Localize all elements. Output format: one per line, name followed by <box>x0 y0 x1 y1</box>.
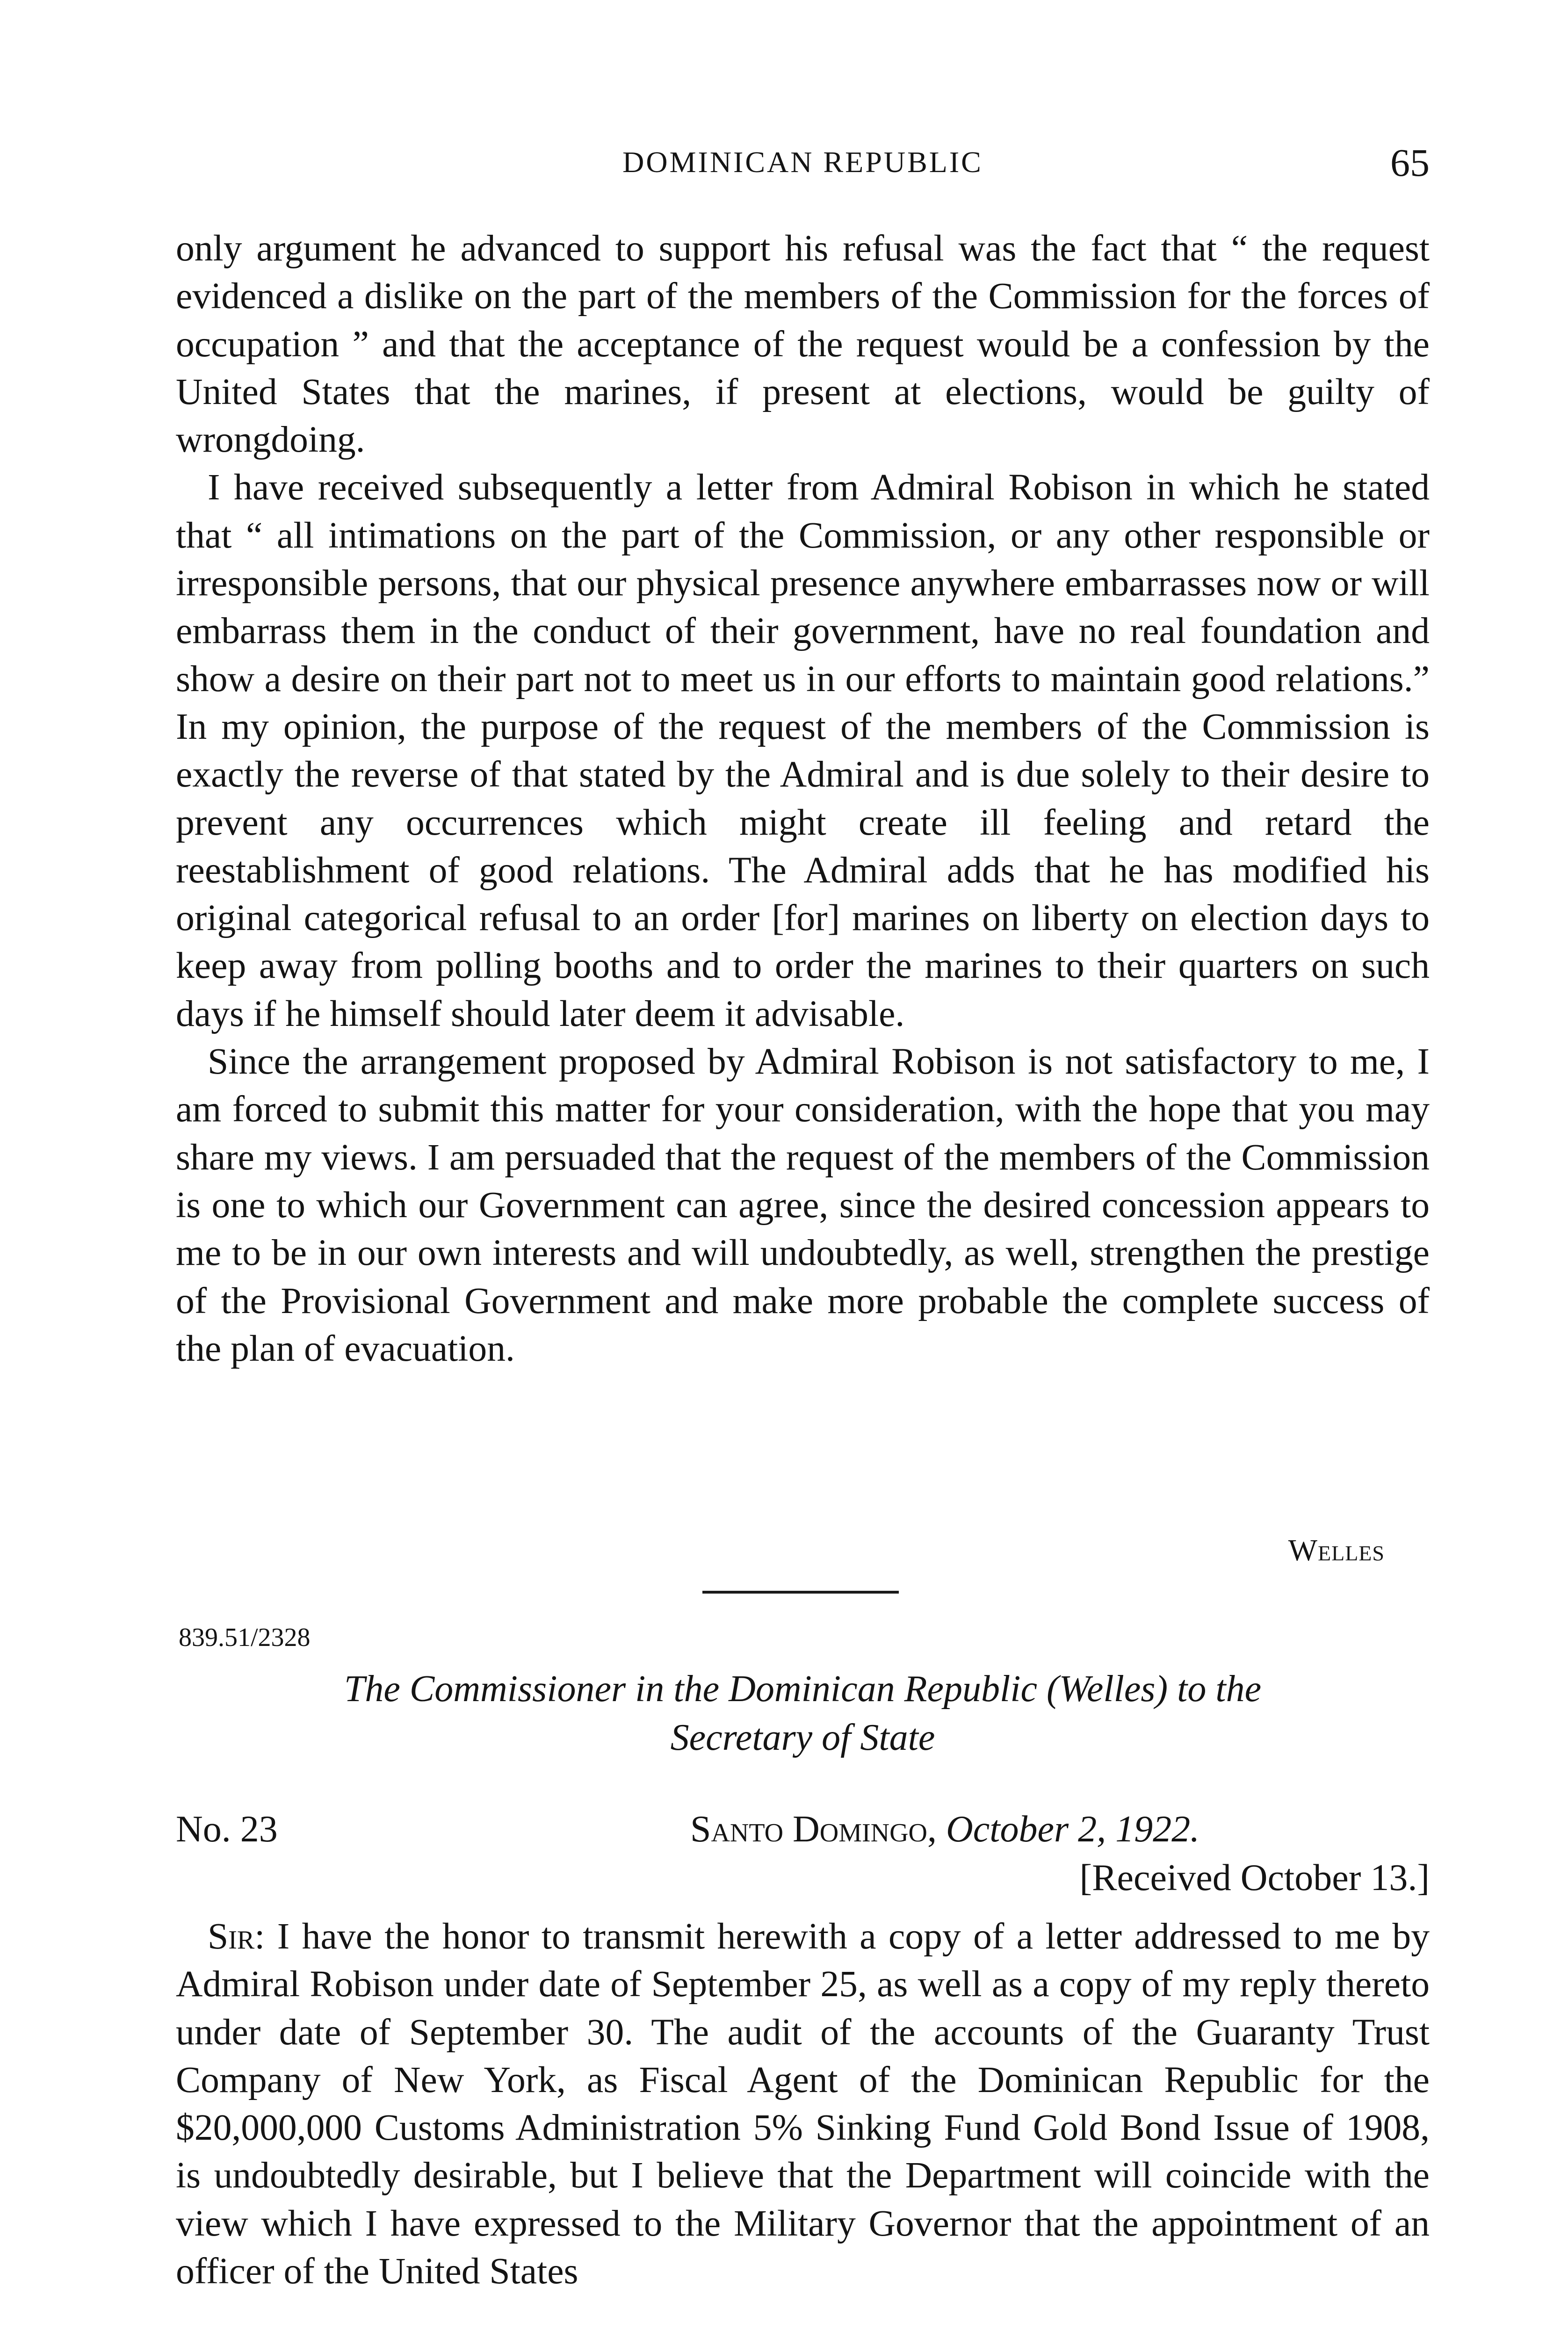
file-number: 839.51/2328 <box>179 1623 311 1652</box>
body-paragraph-3: Since the arrangement proposed by Admiral Robison is not satisfactory to me, I am forced to submit this matter for your consideration, with the hope that you may share my views. I am persuaded that the request of the members of the Commission is one to which our Government can agree, since the desired concession appears to me to be in our own interests and will undoubtedly, as well, strengthen the prestige of the Provisional Government and make more probable the complete success of the plan of evacuation. <box>176 1041 1430 1369</box>
new-letter-paragraph-1 <box>176 1912 1430 2295</box>
place-and-date <box>690 1805 1199 1854</box>
new-letter-text <box>176 1912 1430 2295</box>
continued-letter-text <box>176 224 1430 1372</box>
section-divider-rule <box>702 1591 899 1594</box>
body-paragraph-1: only argument he advanced to support his refusal was the fact that “ the request evidenced a dislike on the part of the members of the Commission for the forces of occupation ” and that the acceptance of the request would be a confession by the United States that the marines, if present at elections, would be guilty of wrongdoing. <box>176 228 1430 461</box>
page-number: 65 <box>1390 141 1430 185</box>
received-note: [Received October 13.] <box>1079 1857 1430 1898</box>
signature: Welles <box>1288 1533 1385 1567</box>
new-letter-paragraph-1-text: I have the honor to transmit herewith a copy of a letter addressed to me by Admiral Robison under date of September 25, as well as a copy of my reply thereto under date of September 30. The audit of the accounts of the Guaranty Trust Company of New York, as Fiscal Agent of the Dominican Republic for the $20,000,000 Customs Administration 5% Sinking Fund Gold Bond Issue of 1908, is undoubtedly desirable, but I believe that the Department will coincide with the view which I have expressed to the Military Governor that the appointment of an officer of the United States <box>176 1916 1430 2292</box>
document-number: No. 23 <box>176 1809 278 1850</box>
salutation: Sir: <box>208 1916 265 1957</box>
body-paragraph-2: I have received subsequently a letter from Admiral Robison in which he stated that “ all intimations on the part of the Commission, or any other responsible or irresponsible persons, that our physical presence anywhere embarrasses now or will embarrass them in the conduct of their government, have no real foundation and show a desire on their part not to meet us in our efforts to maintain good relations.” In my opinion, the purpose of the request of the members of the Commission is exactly the reverse of that stated by the Admiral and is due solely to their desire to prevent any occurrences which might create ill feeling and retard the reestablishment of good relations. The Admiral adds that he has modified his original categorical refusal to an order [for] marines on liberty on election days to keep away from polling booths and to order the marines to their quarters on such days if he himself should later deem it advisable. <box>176 467 1430 1034</box>
dateline <box>176 1805 1430 1908</box>
place: Santo Domingo, <box>690 1809 937 1850</box>
running-head <box>176 140 1430 187</box>
document-heading-line-2: Secretary of State <box>670 1717 935 1758</box>
running-title: DOMINICAN REPUBLIC <box>622 145 983 179</box>
date: October 2, 1922. <box>946 1809 1200 1850</box>
document-heading <box>176 1665 1430 1762</box>
document-heading-line-1: The Commissioner in the Dominican Republic (Welles) to the <box>344 1668 1262 1710</box>
